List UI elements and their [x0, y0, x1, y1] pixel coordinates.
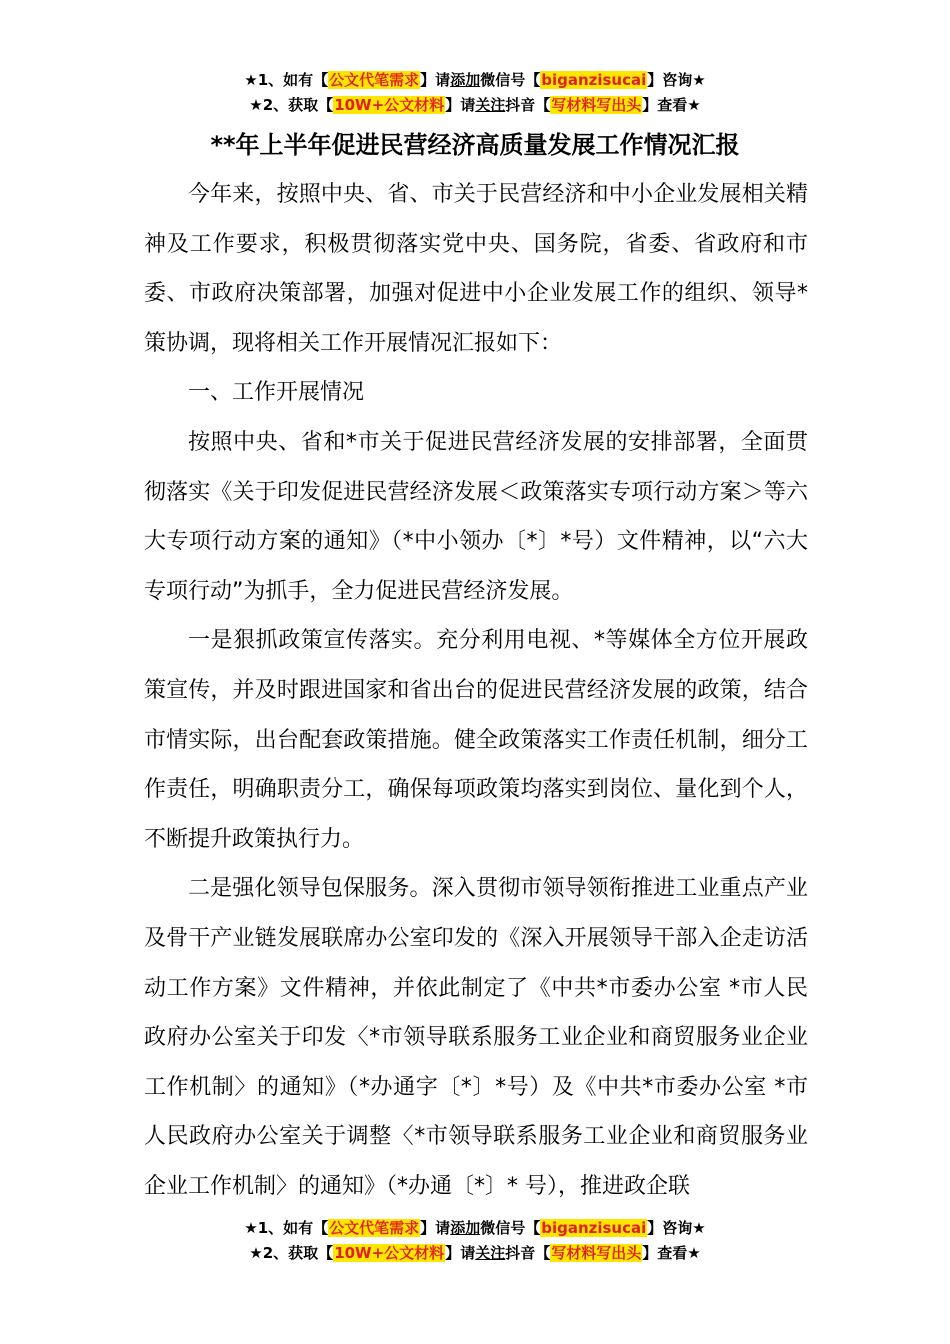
promo-text: 微信号【 [480, 1219, 541, 1237]
promo-text: ★2、获取【 [249, 1244, 334, 1262]
promo-emphasis: 关注 [475, 96, 506, 114]
document-title: **年上半年促进民营经济高质量发展工作情况汇报 [210, 131, 740, 159]
promo-highlight: 写材料写出头 [551, 1244, 642, 1262]
promo-line-2 [0, 93, 950, 118]
promo-banner-top [0, 68, 950, 118]
promo-text: 】咨询★ [647, 1219, 706, 1237]
promo-line-1 [0, 1216, 950, 1241]
promo-highlight: 公文代笔需求 [329, 71, 420, 89]
promo-text: 】查看★ [642, 96, 701, 114]
promo-emphasis: 添加 [450, 1219, 481, 1237]
promo-line-2 [0, 1241, 950, 1266]
promo-text: ★1、如有【 [244, 1219, 329, 1237]
promo-text: 】查看★ [642, 1244, 701, 1262]
promo-text: 】请 [420, 1219, 451, 1237]
promo-text: 抖音【 [505, 96, 551, 114]
promo-text: 微信号【 [480, 71, 541, 89]
promo-text: 】请 [445, 1244, 476, 1262]
promo-text: 】请 [420, 71, 451, 89]
section-heading: 一、工作开展情况 [188, 380, 365, 406]
promo-text: 抖音【 [505, 1244, 551, 1262]
promo-highlight: 写材料写出头 [551, 96, 642, 114]
promo-highlight: 10W+公文材料 [334, 96, 445, 114]
paragraph-overview: 按照中央、省和*市关于促进民营经济发展的安排部署，全面贯彻落实《关于印发促进民营经济发展＜政策落实专项行动方案＞等六大专项行动方案的通知》（*中小领办〔*〕*号）文件精神，以“六大专项行动”为抓手，全力促进民营经济发展。 [144, 429, 808, 604]
promo-line-1 [0, 68, 950, 93]
promo-highlight: biganzisucai [541, 71, 647, 89]
promo-highlight: 公文代笔需求 [329, 1219, 420, 1237]
paragraph-policy: 一是狠抓政策宣传落实。充分利用电视、*等媒体全方位开展政策宣传，并及时跟进国家和省出台的促进民营经济发展的政策，结合市情实际，出台配套政策措施。健全政策落实工作责任机制，细分工作责任，明确职责分工，确保每项政策均落实到岗位、量化到个人，不断提升政策执行力。 [144, 628, 808, 852]
paragraph-intro: 今年来，按照中央、省、市关于民营经济和中小企业发展相关精神及工作要求，积极贯彻落实党中央、国务院，省委、省政府和市委、市政府决策部署，加强对促进中小企业发展工作的组织、领导*策协调，现将相关工作开展情况汇报如下： [144, 182, 808, 356]
promo-highlight: biganzisucai [541, 1219, 647, 1237]
promo-text: 】咨询★ [647, 71, 706, 89]
promo-banner-bottom [0, 1216, 950, 1266]
promo-highlight: 10W+公文材料 [334, 1244, 445, 1262]
promo-emphasis: 添加 [450, 71, 481, 89]
promo-text: ★1、如有【 [244, 71, 329, 89]
promo-text: ★2、获取【 [249, 96, 334, 114]
document-body [144, 170, 808, 1211]
promo-emphasis: 关注 [475, 1244, 506, 1262]
promo-text: 】请 [445, 96, 476, 114]
paragraph-leadership: 二是强化领导包保服务。深入贯彻市领导领衔推进工业重点产业及骨干产业链发展联席办公室印发的《深入开展领导干部入企走访活动工作方案》文件精神，并依此制定了《中共*市委办公室 *市人民政府办公室关于印发〈*市领导联系服务工业企业和商贸服务业企业工作机制〉的通知》（*办通字〔*〕*号）及《中共*市委办公室 *市人民政府办公室关于调整〈*市领导联系服务工业企业和商贸服务业企业工作机制〉的通知》（*办通〔*〕* 号），推进政企联 [144, 876, 808, 1199]
